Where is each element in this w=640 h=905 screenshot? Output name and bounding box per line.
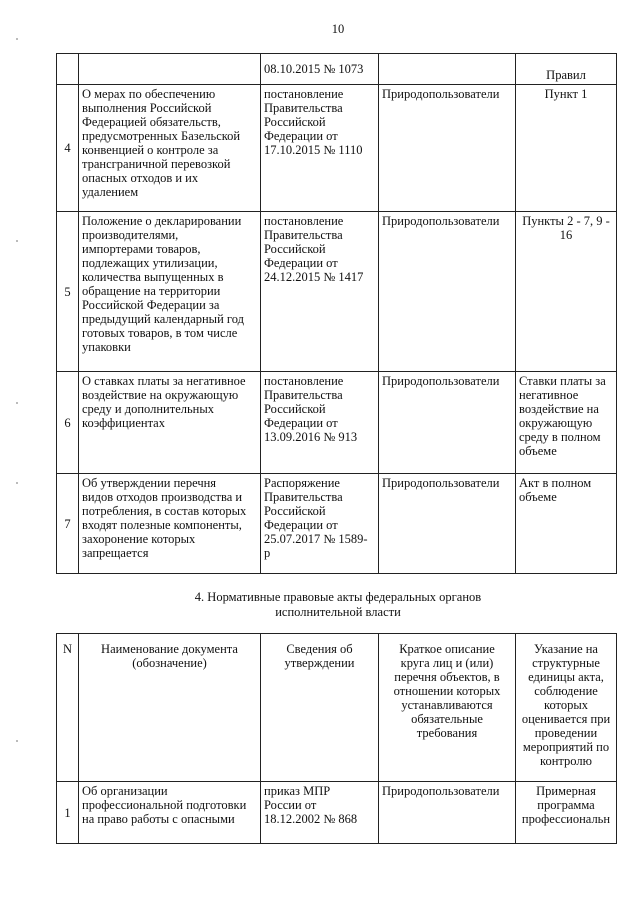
table-header-row xyxy=(57,634,617,782)
scan-mark xyxy=(16,240,18,242)
row-number: 4 xyxy=(57,85,79,212)
approval-info: постановление Правительства Российской Федерации от 17.10.2015 № 1110 xyxy=(261,85,379,212)
document-name: Об организации профессиональной подготовки на право работы с опасными xyxy=(79,782,261,844)
document-name: Об утверждении перечня видов отходов производства и потребления, в состав которых входят полезные компоненты, захоронение которых запрещается xyxy=(79,474,261,574)
document-name: Положение о декларировании производителями, импортерами товаров, подлежащих утилизации, количества выпущенных в обращение на территории Российской Федерации за предыдущий календарный год готовых товаров, в том числе упаковки xyxy=(79,212,261,372)
legal-acts-table xyxy=(56,53,617,574)
section-heading-line: 4. Нормативные правовые акты федеральных органов xyxy=(194,590,482,604)
section-heading-line: исполнительной власти xyxy=(275,605,401,619)
subjects-description: Природопользователи xyxy=(379,474,516,574)
document-name: О мерах по обеспечению выполнения Российской Федерацией обязательств, предусмотренных Базельской конвенцией о контроле за трансграничной перевозкой опасных отходов и их удалением xyxy=(79,85,261,212)
column-header-subjects: Краткое описание круга лиц и (или) перечня объектов, в отношении которых устанавливаются обязательные требования xyxy=(379,634,516,782)
row-number: 6 xyxy=(57,372,79,474)
structural-units: Пункт 1 xyxy=(516,85,617,212)
structural-units: Примерная программа профессиональн xyxy=(516,782,617,844)
structural-units: Ставки платы за негативное воздействие на окружающую среду в полном объеме xyxy=(516,372,617,474)
column-header-approval: Сведения об утверждении xyxy=(261,634,379,782)
scan-mark xyxy=(16,38,18,40)
subjects-description: Природопользователи xyxy=(379,372,516,474)
document-name: О ставках платы за негативное воздействие на окружающую среду и дополнительных коэффициентах xyxy=(79,372,261,474)
structural-units: Пункты 2 - 7, 9 - 16 xyxy=(516,212,617,372)
approval-info: приказ МПР России от 18.12.2002 № 868 xyxy=(261,782,379,844)
scan-mark xyxy=(16,482,18,484)
table-row xyxy=(57,782,617,844)
scan-mark xyxy=(16,402,18,404)
structural-units: Акт в полном объеме xyxy=(516,474,617,574)
table-row xyxy=(57,474,617,574)
approval-info: Распоряжение Правительства Российской Федерации от 25.07.2017 № 1589- р xyxy=(261,474,379,574)
subjects-description: Природопользователи xyxy=(379,85,516,212)
structural-units: Правил xyxy=(516,54,617,85)
scan-mark xyxy=(16,740,18,742)
approval-info: постановление Правительства Российской Федерации от 24.12.2015 № 1417 xyxy=(261,212,379,372)
column-header-number: N xyxy=(57,634,79,782)
row-number: 5 xyxy=(57,212,79,372)
approval-info: 08.10.2015 № 1073 xyxy=(261,54,379,85)
row-number: 1 xyxy=(57,782,79,844)
table-row xyxy=(57,212,617,372)
column-header-document-name: Наименование документа (обозначение) xyxy=(79,634,261,782)
table-row xyxy=(57,372,617,474)
subjects-description: Природопользователи xyxy=(379,212,516,372)
page-number: 10 xyxy=(331,22,345,36)
column-header-structural-units: Указание на структурные единицы акта, соблюдение которых оценивается при проведении мероприятий по контролю xyxy=(516,634,617,782)
row-number xyxy=(57,54,79,85)
section-heading xyxy=(60,590,616,620)
table-row xyxy=(57,54,617,85)
table-row xyxy=(57,85,617,212)
row-number: 7 xyxy=(57,474,79,574)
subjects-description xyxy=(379,54,516,85)
document-name xyxy=(79,54,261,85)
approval-info: постановление Правительства Российской Федерации от 13.09.2016 № 913 xyxy=(261,372,379,474)
federal-acts-table xyxy=(56,633,617,844)
subjects-description: Природопользователи xyxy=(379,782,516,844)
